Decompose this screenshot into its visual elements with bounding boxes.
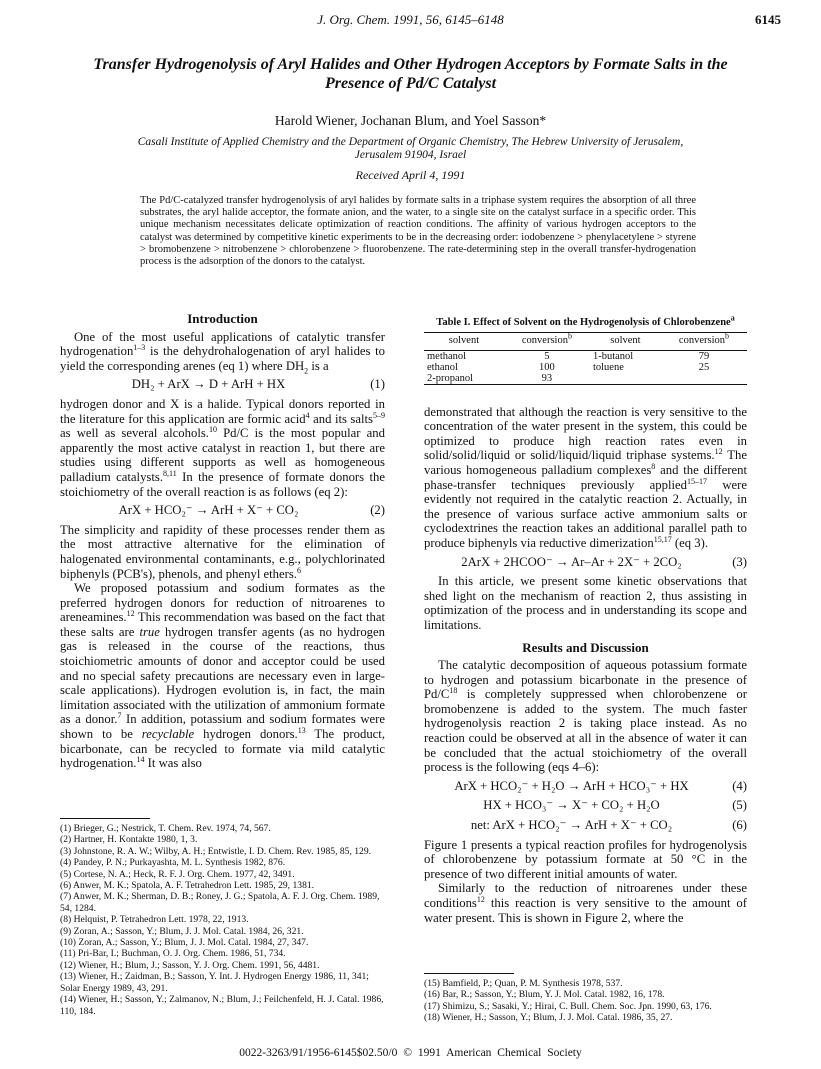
equation-2 [60,503,385,518]
equation-1 [60,377,385,392]
section-heading-results: Results and Discussion [522,639,649,655]
footnote: (12) Wiener, H.; Blum, J.; Sasson, Y. J. Org. Chem. 1991, 56, 4481. [60,959,320,971]
right-paragraph-2: In this article, we present some kinetic observations that shed light on the mechanism of reaction 2, thus assisting in optimization of the process and in understanding its scope and limitations. [424,574,747,632]
table-row [424,362,747,373]
abstract: The Pd/C-catalyzed transfer hydrogenolysis of aryl halides by formate salts in a triphase system requires the absorption of all three substrates, the aryl halide acceptor, the formate anion, and the water, to a single site on the catalyst surface in a specific order. This unique mechanism necessitates delicate optimization of reaction conditions. The affinity of various hydrogen acceptors to the catalyst was determined by competitive kinetic experiments to be in the decreasing order: iodobenzene > phenylacetylene > styrene > bromobenzene > nitrobenzene > chlorobenzene > fluorobenzene. The rate-determining step in the overall transfer-hydrogenation process is the adsorption of the donors to the catalyst. [140,195,696,268]
equation-1-expr: DH₂ + ArX → D + ArH + HX [131,377,286,392]
table-caption: Table I. Effect of Solvent on the Hydrogenolysis of Chlorobenzene$^a$ [436,313,735,328]
table-header-cell: solvent [424,333,504,351]
footnote: (18) Wiener, H.; Sasson, Y.; Blum, J. J. Mol. Catal. 1986, 35, 27. [424,1012,673,1024]
equation-5 [424,798,747,813]
table-header-cell: conversion$^b$ [661,333,747,351]
table-cell: 1-butanol [592,350,634,362]
footnotes-right [424,978,749,1024]
footnote: (4) Pandey, P. N.; Purkayashta, M. L. Synthesis 1982, 876. [60,857,286,869]
intro-paragraph-3: The simplicity and rapidity of these processes render them as the most attractive alternative for the elimination of halogenated environmental contaminants, e.g., polychlorinated biphenyls (PCB's), phenols, and phenyl ethers.$^6$ [60,522,385,581]
table-cell: 100 [539,361,555,373]
equation-4 [424,779,747,794]
equation-5-expr: HX + HCO₃⁻ → X⁻ + CO₂ + H₂O [483,798,660,813]
section-heading-introduction: Introduction [187,311,258,326]
table-cell: 25 [698,361,710,373]
solvent-table [424,332,747,385]
footnote-rule-right [424,973,514,974]
table-cell: 5 [544,350,550,362]
equation-2-number: (2) [370,503,385,518]
footnote: (5) Cortese, N. A.; Heck, R. F. J. Org. Chem. 1977, 42, 3491. [60,868,295,880]
footnote: (8) Helquist, P. Tetrahedron Lett. 1978, 22, 1913. [60,914,249,926]
footnote: (17) Shimizu, S.; Sasaki, Y.; Hirai, C. Bull. Chem. Soc. Jpn. 1990, 63, 176. [424,1000,712,1012]
results-paragraph-3: Similarly to the reduction of nitroarenes under these conditions$^{12}$ this reaction is very sensitive to the amount of water present. This is shown in Figure 2, where the [424,881,747,925]
affiliation: Casali Institute of Applied Chemistry and the Department of Organic Chemistry, The Hebrew University of Jerusalem, Jerusalem 91904, Israel [137,136,684,161]
footnote: (14) Wiener, H.; Sasson, Y.; Zalmanov, N.; Blum, J.; Feilchenfeld, H. J. Catal. 1986, 110, 184. [60,994,384,1017]
table-cell: toluene [592,361,624,373]
table-cell: 79 [698,350,710,362]
table-cell [661,373,747,385]
page-number: 6145 [755,12,781,27]
equation-1-number: (1) [370,377,385,392]
equation-5-number: (5) [732,798,747,813]
table-row [424,350,747,362]
equation-6-expr: net: ArX + HCO₂⁻ → ArH + X⁻ + CO₂ [470,818,673,833]
equation-4-number: (4) [732,778,747,793]
results-paragraph-2: Figure 1 presents a typical reaction profiles for hydrogenolysis of chlorobenzene by potassium formate at 50 °C in the presence of two different initial amounts of water. [424,837,747,881]
footnote: (3) Johnstone, R. A. W.; Wilby, A. H.; Entwistle, I. D. Chem. Rev. 1985, 85, 129. [60,845,372,857]
intro-paragraph-1: One of the most useful applications of catalytic transfer hydrogenation$^{1-3}$ is the dehydrohalogenation of aryl halides to yield the corresponding arenes (eq 1) where $DH_2$ is a [60,329,385,376]
equation-3 [424,555,747,570]
footnotes-left [60,823,390,1017]
results-paragraph-1: The catalytic decomposition of aqueous potassium formate to hydrogen and potassium bicarbonate in the presence of $Pd/C^{18}$ is completely suppressed when chlorobenzene or bromobenzene is added to the system. The much faster hydrogenolysis reaction 2 is taking place instead. As no reaction could be observed at all in the absence of water it can be concluded that the actual stoichiometry of the overall process is the following (eqs 4–6): [424,658,747,775]
footnote: (2) Hartner, H. Kontakte 1980, 1, 3. [60,834,198,846]
footnote: (7) Anwer, M. K.; Sherman, D. B.; Roney, J. G.; Spatola, A. F. J. Org. Chem. 1989, 54, 1284. [60,891,380,914]
footnote: (11) Pri-Bar, I.; Buchman, O. J. Org. Chem. 1986, 51, 734. [60,948,286,960]
footnote-rule-left [60,818,150,819]
left-column [60,312,385,771]
table-row [424,373,747,385]
equation-2-expr: ArX + HCO₂⁻ → ArH + X⁻ + CO₂ [118,503,299,518]
table-cell: 2-propanol [424,373,504,385]
equation-6 [424,818,747,833]
equation-3-number: (3) [732,554,747,569]
footnote: (15) Bamfield, P.; Quan, P. M. Synthesis 1978, 537. [424,978,623,989]
journal-citation: J. Org. Chem. 1991, 56, 6145–6148 [317,12,504,27]
footnote: (6) Anwer, M. K.; Spatola, A. F. Tetrahedron Lett. 1985, 29, 1381. [60,880,315,892]
authors: Harold Wiener, Jochanan Blum, and Yoel Sasson* [274,113,547,128]
table-cell: ethanol [427,361,458,373]
equation-6-number: (6) [732,818,747,833]
received-date: Received April 4, 1991 [355,168,466,182]
equation-3-expr: 2ArX + 2HCOO⁻ → Ar–Ar + 2X⁻ + 2CO₂ [461,554,682,569]
equation-4-expr: ArX + HCO₂⁻ + H₂O → ArH + HCO₃⁻ + HX [454,778,689,793]
right-paragraph-1: demonstrated that although the reaction is very sensitive to the concentration of the water present in the system, this could be optimized to produce high reaction rates even in solid/solid/liquid or solid/liquid/liquid triphase systems.$^{12}$ The various homogeneous palladium complexes$^8$ and the different phase-transfer techniques previously applied$^{15-17}$ were evidently not required in the catalytic reaction 2. Actually, in the presence of various surface active ammonium salts or cyclodextrines the reaction takes an additional parallel path to produce biphenyls via reductive dimerization$^{15,17}$ (eq 3). [424,404,747,550]
table-header-row [424,333,747,351]
footnote: (1) Brieger, G.; Nestrick, T. Chem. Rev. 1974, 74, 567. [60,823,271,834]
footnote: (9) Zoran, A.; Sasson, Y.; Blum, J. J. Mol. Catal. 1984, 26, 321. [60,925,304,937]
table-header-cell: conversion$^b$ [504,333,590,351]
article-title: Transfer Hydrogenolysis of Aryl Halides and Other Hydrogen Acceptors by Formate Salts in the Presence of Pd/C Catalyst [93,56,728,92]
footnote: (13) Wiener, H.; Zaidman, B.; Sasson, Y. Int. J. Hydrogen Energy 1986, 11, 341; Solar Energy 1989, 43, 291. [60,971,369,994]
footnote: (16) Bar, R.; Sasson, Y.; Blum, Y. J. Mol. Catal. 1982, 16, 178. [424,989,665,1001]
intro-paragraph-4: We proposed potassium and sodium formates as the preferred hydrogen donors for reduction of nitroarenes to areneamines.$^{12}$ This recommendation was based on the fact that these salts are true hydrogen transfer agents (as no hydrogen gas is released in the course of the reactions, thus stoichiometric amounts of donor and acceptor could be used and no special safety precautions are necessary even in large-scale applications). Hydrogen evolution is, in fact, the main limitation associated with the utilization of ammonium formate as a donor.$^7$ In addition, potassium and sodium formates were shown to be recyclable hydrogen donors.$^{13}$ The product, bicarbonate, can be recycled to formate via mild catalytic hydrogenation.$^{14}$ It was also [60,581,385,771]
table-cell [590,373,661,385]
table-header-cell: solvent [590,333,661,351]
table-cell: methanol [427,350,467,362]
copyright-footer: 0022-3263/91/1956-6145$02.50/0 © 1991 American Chemical Society [239,1047,582,1059]
right-column [424,313,747,925]
table-cell: 93 [504,373,590,385]
footnote: (10) Zoran, A.; Sasson, Y.; Blum, J. J. Mol. Catal. 1984, 27, 347. [60,937,309,949]
intro-paragraph-2: hydrogen donor and X is a halide. Typical donors reported in the literature for this application are formic acid$^4$ and its salts$^{5-9}$ as well as several alcohols.$^{10}$ Pd/C is the most popular and apparently the most active catalyst in reaction 1, but there are studies using different supports as well as homogeneous palladium catalysts.$^{8,11}$ In the presence of formate donors the stoichiometry of the overall reaction is as follows (eq 2): [60,396,385,499]
